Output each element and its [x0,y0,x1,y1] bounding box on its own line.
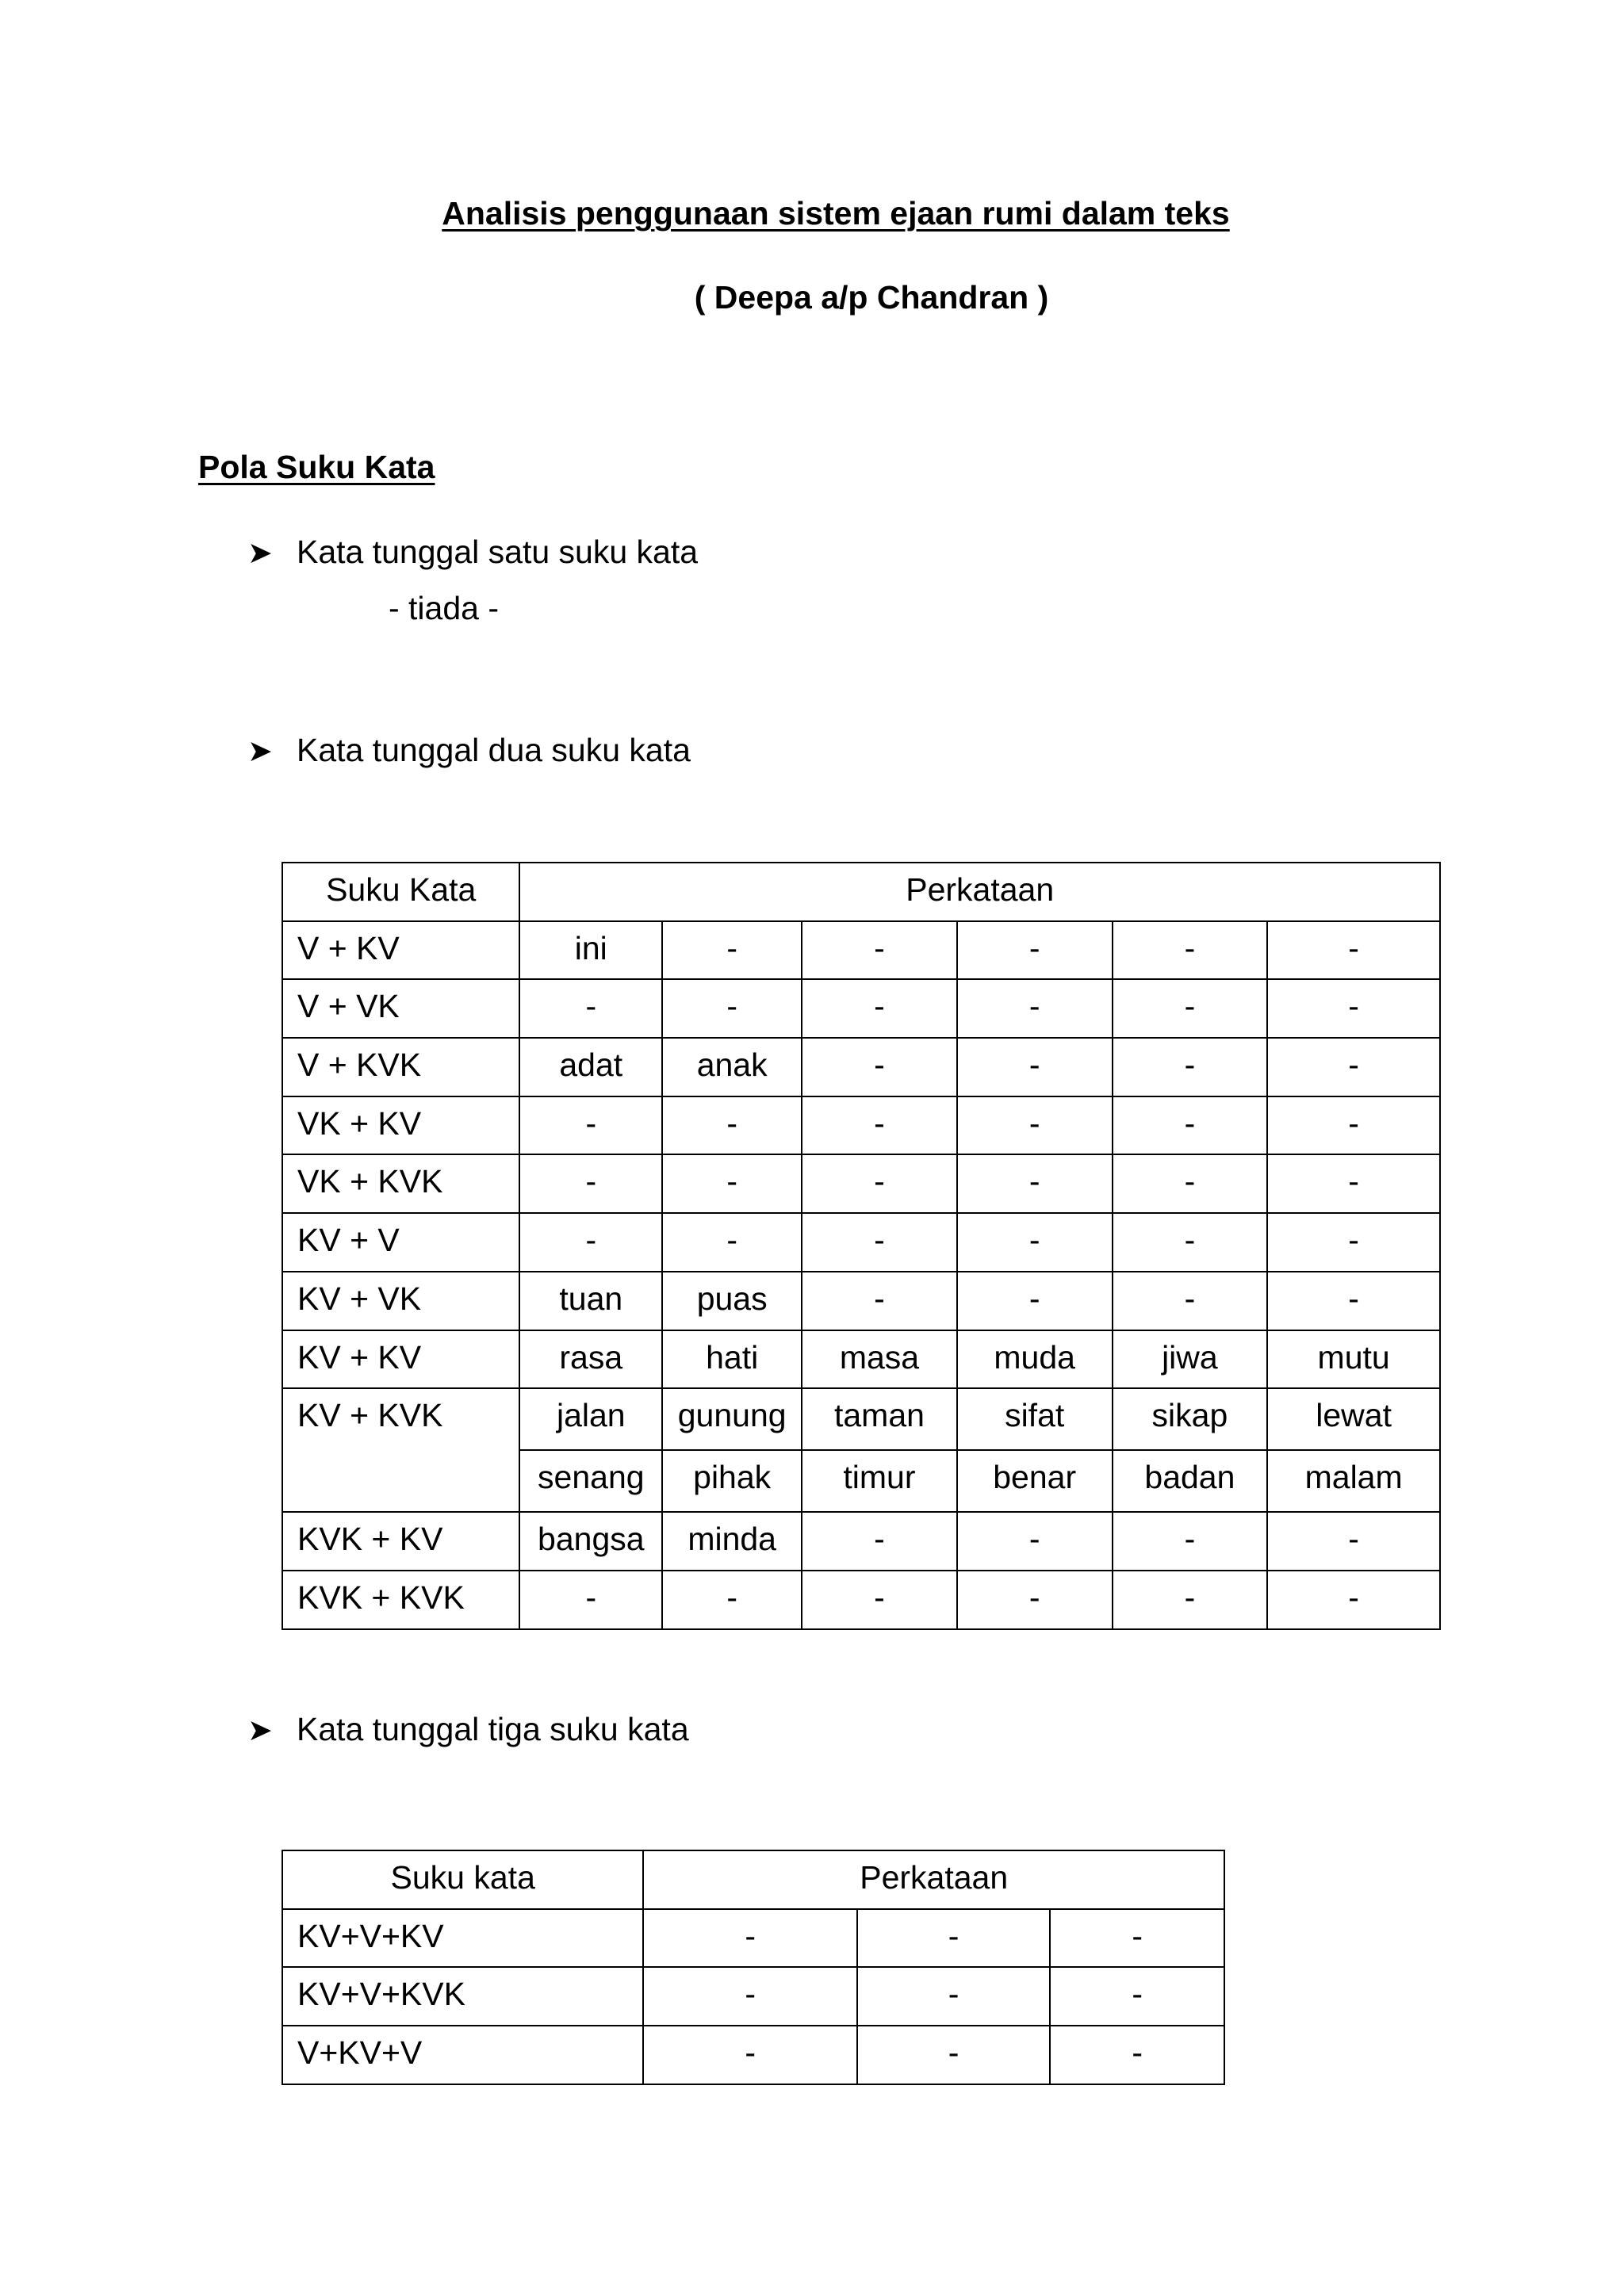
syllable-pattern-cell: V + KVK [282,1038,519,1096]
word-cell: - [1050,1967,1224,2026]
table-row [282,1967,1224,2026]
word-cell: - [857,1909,1051,1968]
word-cell: - [662,921,802,980]
word-cell: - [1267,1272,1440,1330]
three-syllable-table [282,1850,1225,2085]
word-cell: bangsa [519,1512,662,1571]
table-row [282,1272,1440,1330]
word-cell: - [643,1967,856,2026]
word-cell: adat [519,1038,662,1096]
word-cell: hati [662,1330,802,1389]
word-cell: - [957,921,1113,980]
syllable-pattern-cell: KV+V+KV [282,1909,643,1968]
word-cell: - [643,2026,856,2084]
word-cell: timur [802,1450,957,1512]
word-cell: lewat [1267,1388,1440,1450]
word-cell: taman [802,1388,957,1450]
table-row [282,979,1440,1038]
bullet-text: Kata tunggal satu suku kata [297,534,699,570]
table-row [282,1154,1440,1213]
table-header-row [282,863,1440,921]
word-cell: - [1113,921,1268,980]
word-cell: pihak [662,1450,802,1512]
arrow-bullet-icon: ➤ [247,537,273,570]
syllable-pattern-cell: KV+V+KVK [282,1967,643,2026]
word-cell: - [802,1272,957,1330]
word-cell: jalan [519,1388,662,1450]
word-cell: - [1113,1272,1268,1330]
word-cell: malam [1267,1450,1440,1512]
word-cell: - [662,1213,802,1272]
word-cell: mutu [1267,1330,1440,1389]
syllable-pattern-cell: VK + KV [282,1096,519,1155]
word-cell: masa [802,1330,957,1389]
word-cell: - [957,1038,1113,1096]
word-cell: - [1267,1512,1440,1571]
word-cell: - [662,1571,802,1629]
word-cell: - [1267,979,1440,1038]
word-cell: - [1267,1154,1440,1213]
word-cell: anak [662,1038,802,1096]
bullet-three-syllable [247,1711,689,1748]
arrow-bullet-icon: ➤ [247,735,273,768]
document-title: Analisis penggunaan sistem ejaan rumi dalam teks [442,195,1230,232]
word-cell: - [662,979,802,1038]
header-words: Perkataan [643,1850,1224,1909]
word-cell: - [1113,1038,1268,1096]
table-row [282,2026,1224,2084]
word-cell: - [643,1909,856,1968]
word-cell: - [802,921,957,980]
word-cell: - [1113,1096,1268,1155]
word-cell: - [802,1512,957,1571]
syllable-pattern-cell: KV + KV [282,1330,519,1389]
word-cell: - [802,979,957,1038]
word-cell: gunung [662,1388,802,1450]
table-row [282,1330,1440,1389]
syllable-pattern-cell: KVK + KVK [282,1571,519,1629]
word-cell: - [519,1213,662,1272]
word-cell: - [519,1096,662,1155]
word-cell: - [1113,1571,1268,1629]
table-row [282,1388,1440,1450]
word-cell: - [1113,1154,1268,1213]
word-cell: - [957,1213,1113,1272]
word-cell: - [1267,1038,1440,1096]
word-cell: - [1267,1571,1440,1629]
bullet-two-syllable [247,732,691,769]
word-cell: - [1050,1909,1224,1968]
syllable-pattern-cell: VK + KVK [282,1154,519,1213]
table-row [282,1096,1440,1155]
word-cell: - [957,1512,1113,1571]
word-cell: sifat [957,1388,1113,1450]
author-name: ( Deepa a/p Chandran ) [694,279,1049,316]
header-words: Perkataan [519,863,1440,921]
table-row [282,1512,1440,1571]
bullet-text: Kata tunggal tiga suku kata [297,1711,689,1747]
word-cell: - [957,1571,1113,1629]
syllable-pattern-cell: KV + VK [282,1272,519,1330]
word-cell: - [662,1154,802,1213]
word-cell: - [802,1096,957,1155]
syllable-pattern-cell: V+KV+V [282,2026,643,2084]
word-cell: - [1050,2026,1224,2084]
word-cell: rasa [519,1330,662,1389]
word-cell: - [802,1154,957,1213]
table-row [282,1038,1440,1096]
word-cell: - [802,1213,957,1272]
word-cell: - [1113,979,1268,1038]
syllable-pattern-cell: KV + KVK [282,1388,519,1512]
word-cell: - [1267,1213,1440,1272]
word-cell: - [1267,921,1440,980]
word-cell: - [802,1038,957,1096]
word-cell: - [957,979,1113,1038]
word-cell: jiwa [1113,1330,1268,1389]
word-cell: - [519,1154,662,1213]
word-cell: - [857,2026,1051,2084]
word-cell: - [1113,1213,1268,1272]
word-cell: - [1113,1512,1268,1571]
word-cell: ini [519,921,662,980]
syllable-pattern-cell: KV + V [282,1213,519,1272]
table-row [282,1213,1440,1272]
word-cell: senang [519,1450,662,1512]
word-cell: puas [662,1272,802,1330]
arrow-bullet-icon: ➤ [247,1714,273,1747]
syllable-pattern-cell: KVK + KV [282,1512,519,1571]
table-row [282,1571,1440,1629]
header-syllable: Suku Kata [282,863,519,921]
word-cell: - [519,979,662,1038]
none-note: - tiada - [389,590,499,626]
header-syllable: Suku kata [282,1850,643,1909]
word-cell: - [857,1967,1051,2026]
word-cell: benar [957,1450,1113,1512]
bullet-one-syllable [247,534,698,571]
word-cell: - [519,1571,662,1629]
word-cell: - [957,1096,1113,1155]
syllable-pattern-cell: V + VK [282,979,519,1038]
bullet-text: Kata tunggal dua suku kata [297,732,691,768]
syllable-pattern-cell: V + KV [282,921,519,980]
word-cell: tuan [519,1272,662,1330]
table-header-row [282,1850,1224,1909]
word-cell: - [802,1571,957,1629]
section-heading: Pola Suku Kata [198,449,435,485]
table-row [282,921,1440,980]
word-cell: - [662,1096,802,1155]
table-row [282,1909,1224,1968]
word-cell: minda [662,1512,802,1571]
word-cell: - [1267,1096,1440,1155]
word-cell: - [957,1154,1113,1213]
two-syllable-table [282,862,1441,1630]
word-cell: badan [1113,1450,1268,1512]
word-cell: - [957,1272,1113,1330]
word-cell: muda [957,1330,1113,1389]
word-cell: sikap [1113,1388,1268,1450]
